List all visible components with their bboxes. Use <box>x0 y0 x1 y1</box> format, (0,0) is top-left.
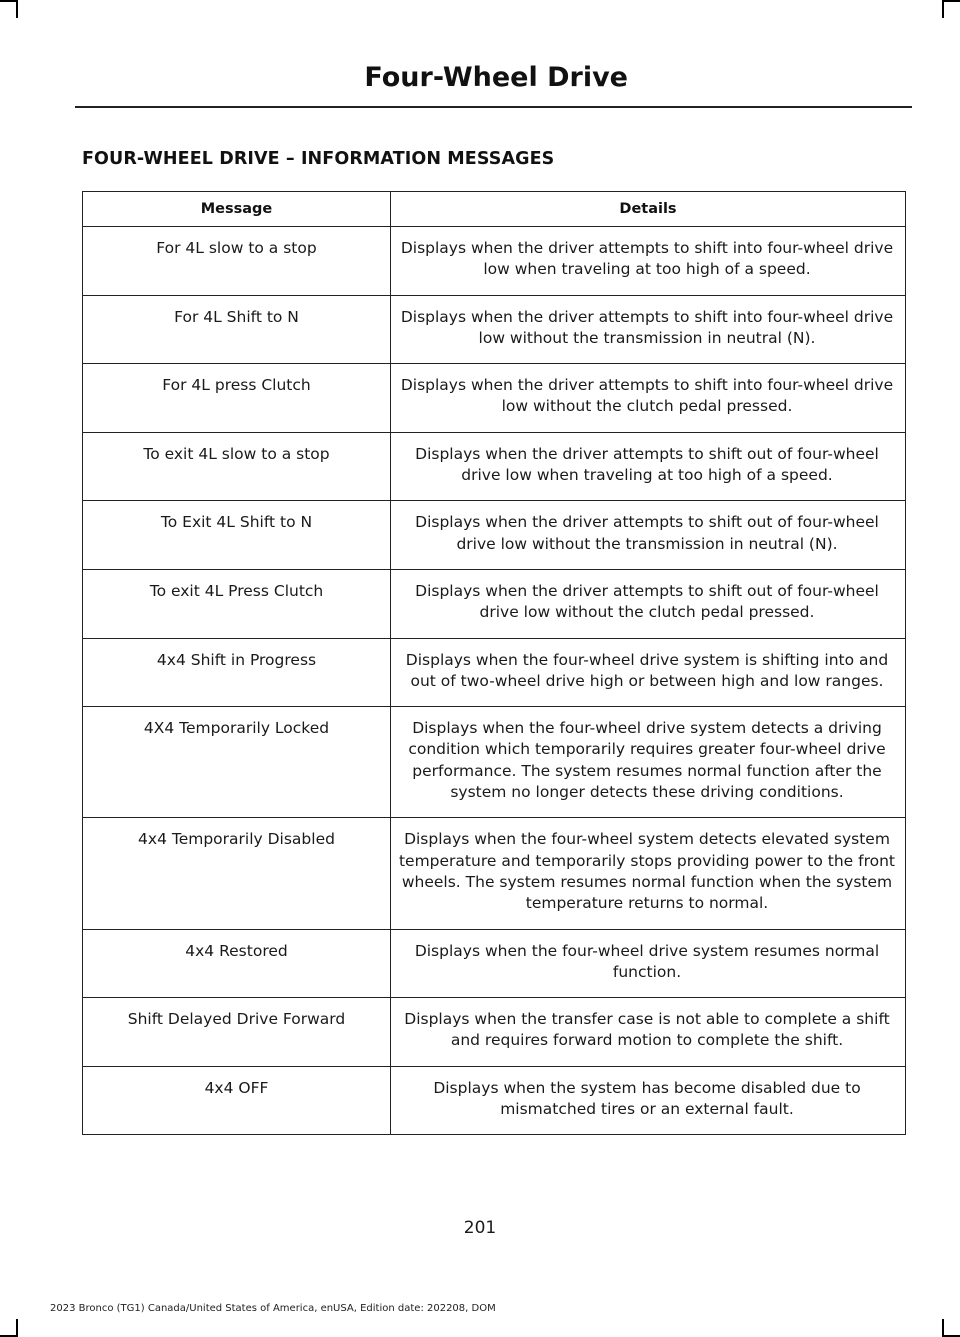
crop-mark <box>942 1319 944 1337</box>
message-cell: To exit 4L slow to a stop <box>83 432 391 501</box>
footer-edition-info: 2023 Bronco (TG1) Canada/United States of America, enUSA, Edition date: 202208, DOM <box>50 1303 496 1314</box>
crop-mark <box>16 0 18 18</box>
details-cell: Displays when the driver attempts to shift out of four-wheel drive low when traveling at too high of a speed. <box>391 432 906 501</box>
header-divider <box>75 106 912 108</box>
message-cell: For 4L Shift to N <box>83 295 391 364</box>
table-row <box>83 707 906 818</box>
message-cell: 4X4 Temporarily Locked <box>83 707 391 818</box>
details-cell: Displays when the four-wheel drive system is shifting into and out of two-wheel drive high or between high and low ranges. <box>391 638 906 707</box>
details-cell: Displays when the four-wheel drive system detects a driving condition which temporarily requires greater four-wheel drive performance. The system resumes normal function after the system no longer detects these driving conditions. <box>391 707 906 818</box>
section-heading: FOUR-WHEEL DRIVE – INFORMATION MESSAGES <box>82 149 555 169</box>
message-cell: To exit 4L Press Clutch <box>83 569 391 638</box>
table-row <box>83 818 906 929</box>
details-cell: Displays when the driver attempts to shift into four-wheel drive low when traveling at too high of a speed. <box>391 227 906 296</box>
crop-mark <box>16 1319 18 1337</box>
column-header-message: Message <box>83 192 391 227</box>
table-row <box>83 998 906 1067</box>
table-row <box>83 929 906 998</box>
message-cell: For 4L press Clutch <box>83 364 391 433</box>
crop-mark <box>942 0 944 18</box>
message-cell: 4x4 Restored <box>83 929 391 998</box>
message-cell: Shift Delayed Drive Forward <box>83 998 391 1067</box>
details-cell: Displays when the four-wheel system detects elevated system temperature and temporarily stops providing power to the front wheels. The system resumes normal function when the system temperature returns to normal. <box>391 818 906 929</box>
details-cell: Displays when the driver attempts to shift into four-wheel drive low without the clutch pedal pressed. <box>391 364 906 433</box>
table-row <box>83 1066 906 1135</box>
page-number: 201 <box>463 1218 497 1238</box>
details-cell: Displays when the driver attempts to shift out of four-wheel drive low without the transmission in neutral (N). <box>391 501 906 570</box>
table-row <box>83 227 906 296</box>
table-row <box>83 295 906 364</box>
details-cell: Displays when the driver attempts to shift into four-wheel drive low without the transmission in neutral (N). <box>391 295 906 364</box>
page-header-title: Four-Wheel Drive <box>364 62 628 93</box>
crop-mark <box>942 0 960 2</box>
message-cell: 4x4 Temporarily Disabled <box>83 818 391 929</box>
details-cell: Displays when the transfer case is not able to complete a shift and requires forward motion to complete the shift. <box>391 998 906 1067</box>
message-cell: 4x4 Shift in Progress <box>83 638 391 707</box>
table-row <box>83 501 906 570</box>
table-row <box>83 569 906 638</box>
table-row <box>83 432 906 501</box>
message-cell: 4x4 OFF <box>83 1066 391 1135</box>
table-row <box>83 364 906 433</box>
message-cell: For 4L slow to a stop <box>83 227 391 296</box>
table-row <box>83 638 906 707</box>
details-cell: Displays when the driver attempts to shift out of four-wheel drive low without the clutch pedal pressed. <box>391 569 906 638</box>
details-cell: Displays when the four-wheel drive system resumes normal function. <box>391 929 906 998</box>
details-cell: Displays when the system has become disabled due to mismatched tires or an external fault. <box>391 1066 906 1135</box>
message-cell: To Exit 4L Shift to N <box>83 501 391 570</box>
information-messages-table <box>82 191 906 1135</box>
column-header-details: Details <box>391 192 906 227</box>
table-header-row <box>83 192 906 227</box>
